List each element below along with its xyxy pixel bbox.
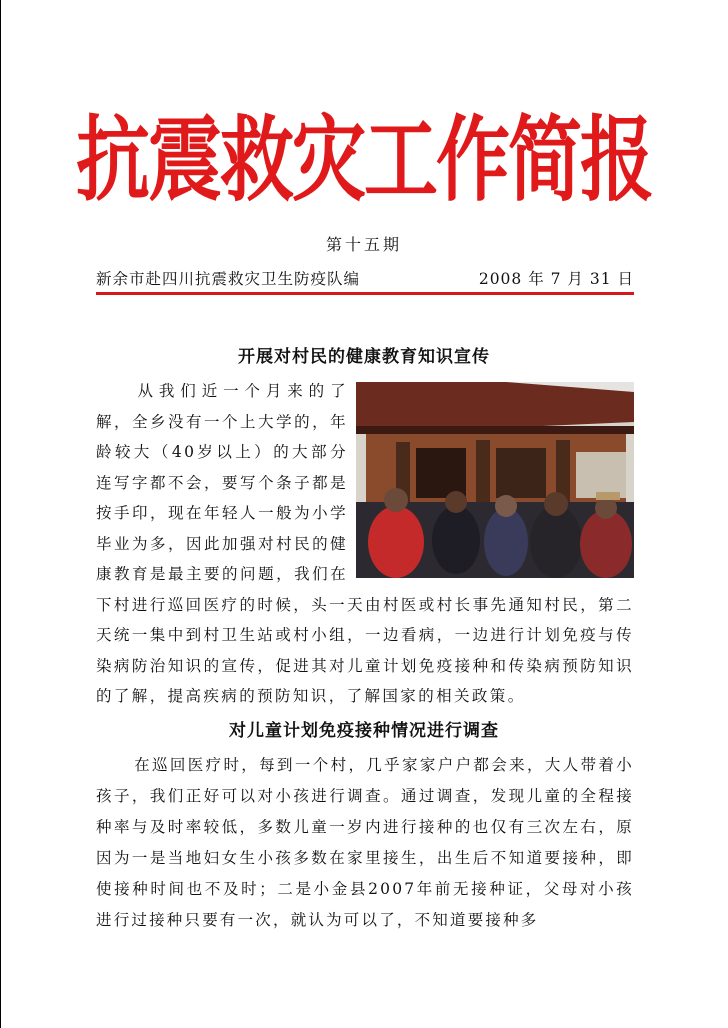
masthead-title: 抗震救灾工作简报 (76, 107, 652, 215)
publish-date: 2008 年 7 月 31 日 (478, 270, 634, 288)
village-clinic-photo (356, 382, 634, 578)
publisher-name: 新余市赴四川抗震救灾卫生防疫队编 (96, 270, 361, 288)
section-1-text: 从我们近一个月来的了解，全乡没有一个上大学的，年龄较大（40岁以上）的大部分连写字都不会，要写个条子都是按手印，现在年轻人一般为小学毕业为多，因此加强对村民的健康教育是最主要的问题，我们在下村进行巡回医疗的时候，头一天由村医或村长事先通知村民，第二天统一集中到村卫生站或村小组，一边看病，一边进行计划免疫与传染病防治知识的宣传，促进其对儿童计划免疫接种和传染病预防知识的了解，提高疾病的预防知识，了解国家的相关政策。 (96, 382, 634, 705)
section-2-heading: 对儿童计划免疫接种情况进行调查 (229, 721, 499, 741)
section-2-text: 在巡回医疗时，每到一个村，几乎家家户户都会来，大人带着小孩子，我们正好可以对小孩进行调查。通过调查，发现儿童的全程接种率与及时率较低，多数儿童一岁内进行接种的也仅有三次左右，原因为一是当地妇女生小孩多数在家里接生，出生后不知道要接种，即使接种时间也不及时；二是小金县2007年前无接种证，父母对小孩进行过接种只要有一次，就认为可以了，不知道要接种多 (96, 756, 634, 929)
section-1-paragraph (96, 376, 634, 712)
publisher-row (96, 268, 634, 290)
issue-number: 第十五期 (325, 235, 402, 254)
header-divider (96, 292, 634, 295)
section-1-heading: 开展对村民的健康教育知识宣传 (238, 347, 490, 367)
section-2-paragraph (96, 750, 634, 936)
